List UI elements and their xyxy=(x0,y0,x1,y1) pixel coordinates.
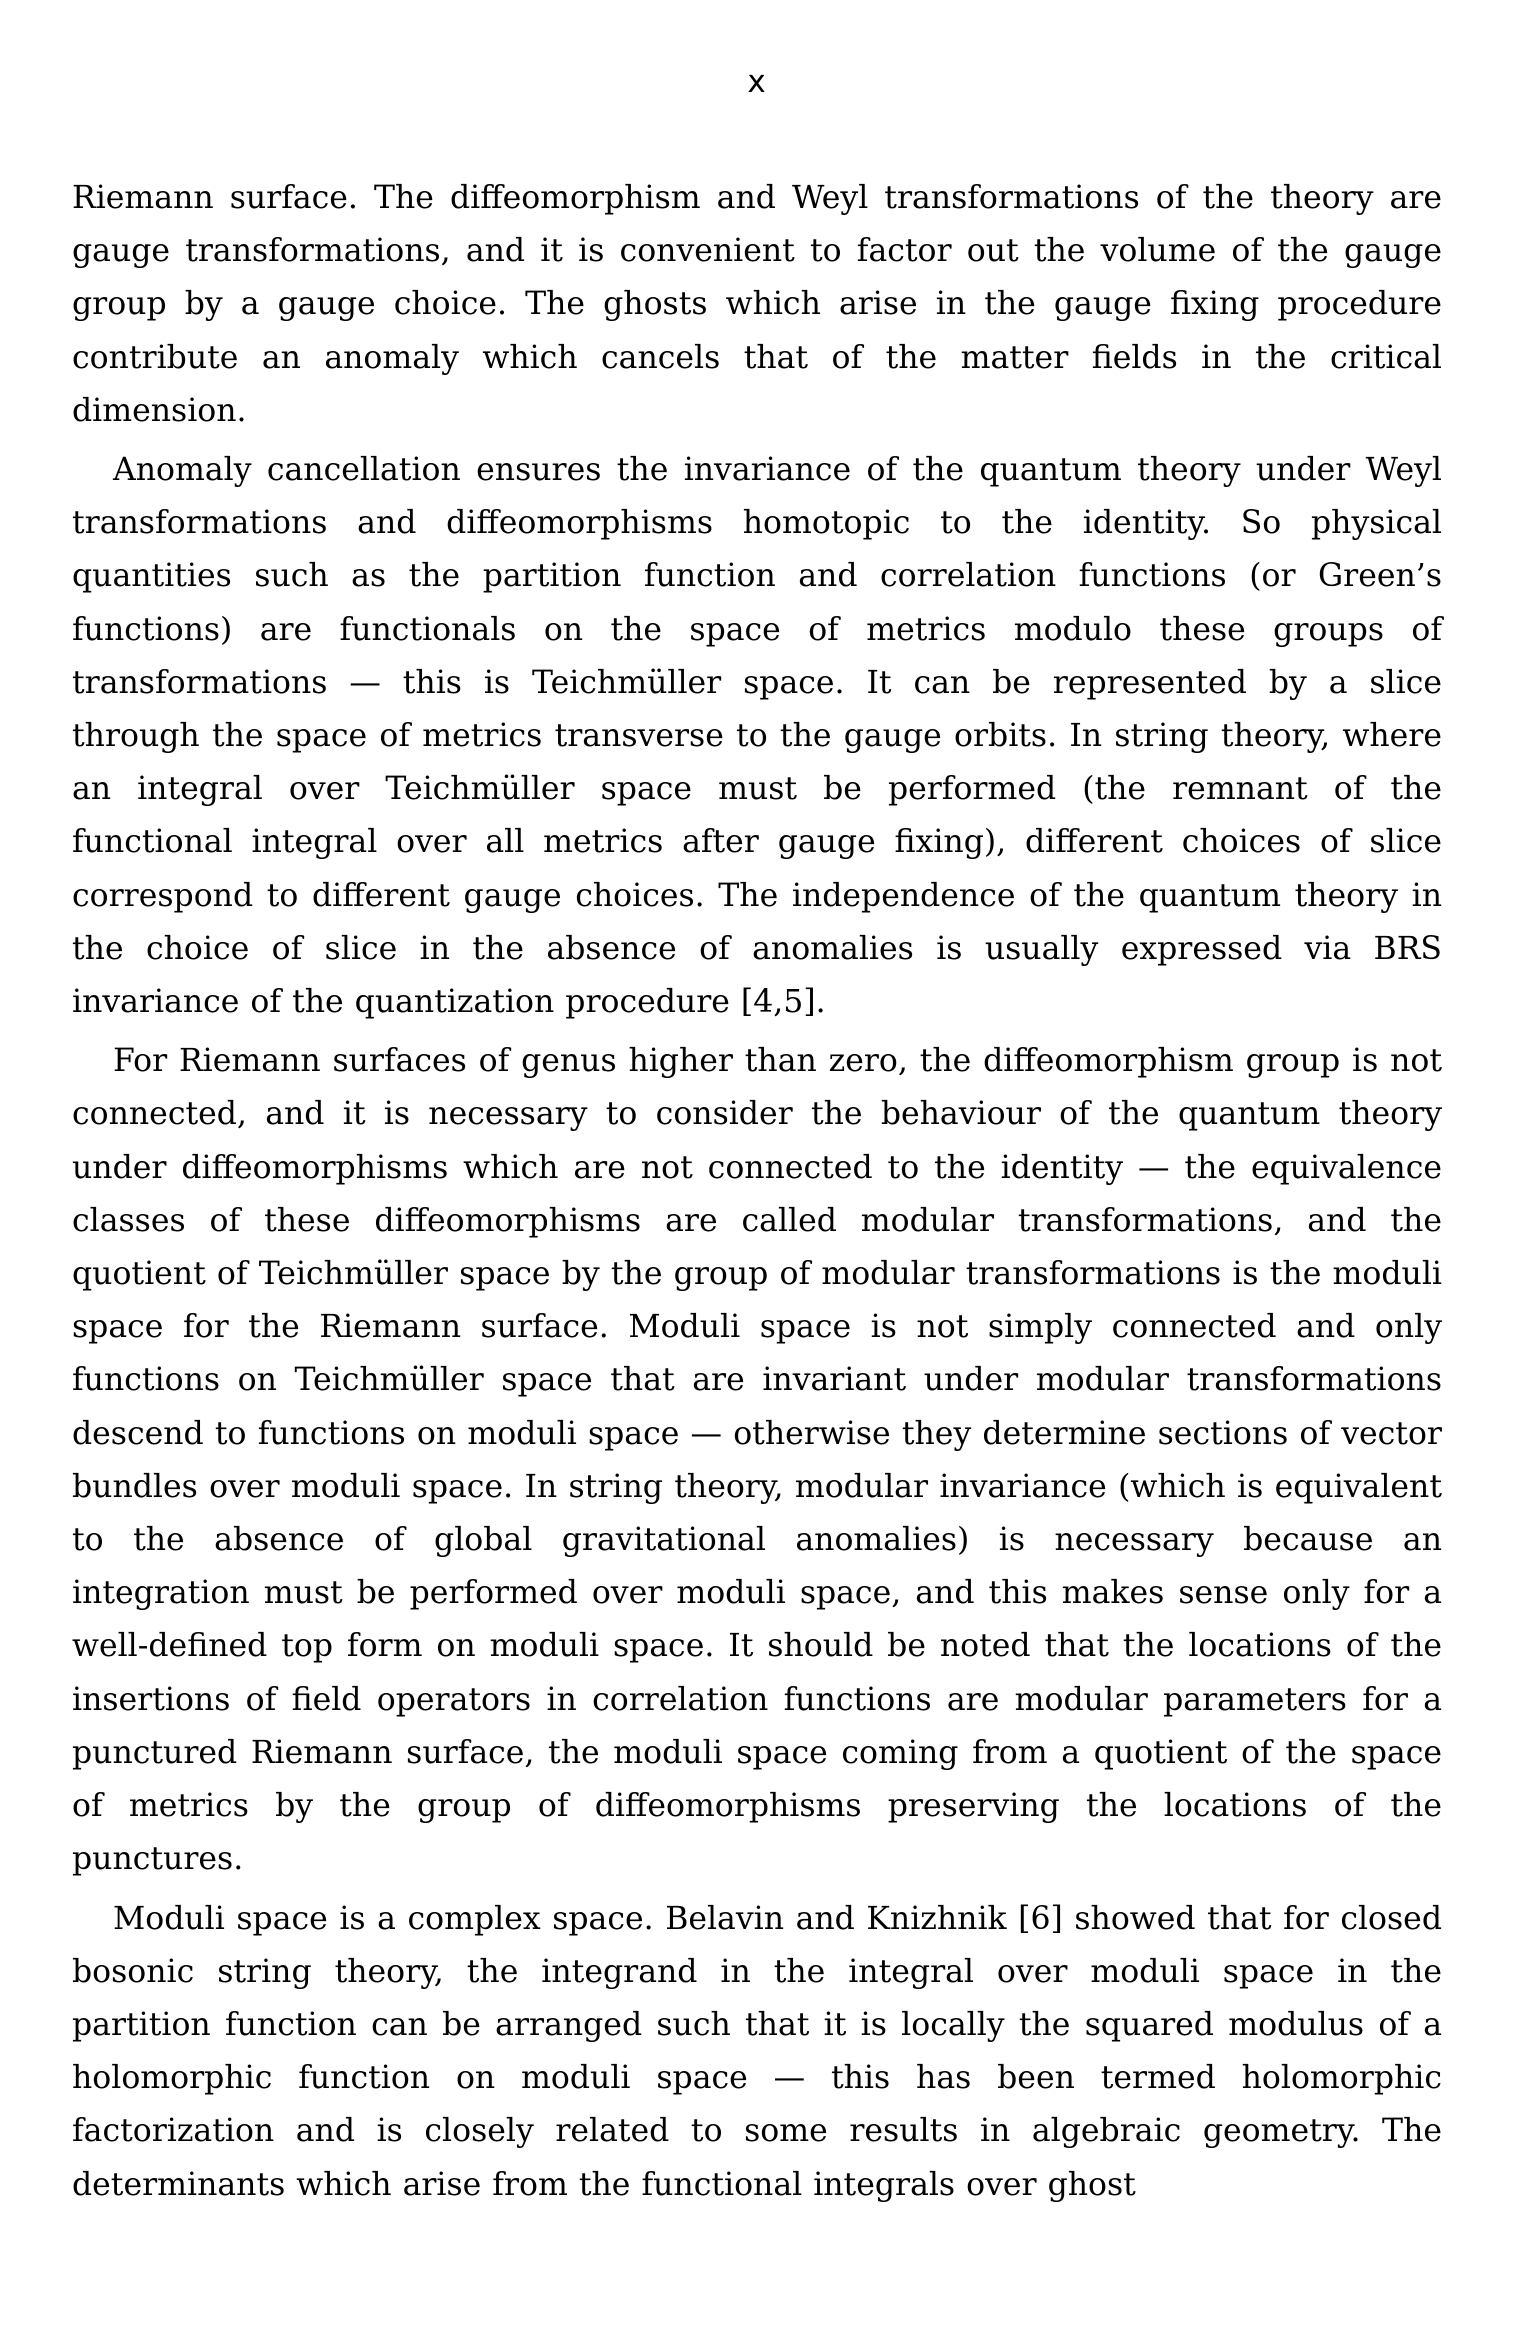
paragraph-4: Moduli space is a complex space. Belavin and Knizhnik [6] showed that for closed bosonic string theory, the integrand in the integral over moduli space in the partition function can be arranged such that it is locally the squared modulus of a holomorphic function on moduli space — this has been termed holomorphic factorization and is closely related to some results in algebraic geometry. The determinants which arise from the functional integrals over ghost xyxy=(72,1900,1442,2203)
paragraph-1: Riemann surface. The diffeomorphism and Weyl transformations of the theory are gauge transformations, and it is convenient to factor out the volume of the gauge group by a gauge choice. The ghosts which arise in the gauge fixing procedure contribute an anomaly which cancels that of the matter fields in the critical dimension. xyxy=(72,180,1442,429)
body-text xyxy=(72,172,1442,2212)
page-number: x xyxy=(747,64,766,100)
paragraph-3: For Riemann surfaces of genus higher than zero, the diffeomorphism group is not connected, and it is necessary to consider the behaviour of the quantum theory under diffeomorphisms which are not connected to the identity — the equivalence classes of these diffeomorphisms are called modular transformations, and the quotient of Teichmüller space by the group of modular transformations is the moduli space for the Riemann surface. Moduli space is not simply connected and only functions on Teichmüller space that are invariant under modular transformations descend to functions on moduli space — otherwise they determine sections of vector bundles over moduli space. In string theory, modular invariance (which is equivalent to the absence of global gravitational anomalies) is necessary because an integration must be performed over moduli space, and this makes sense only for a well-defined top form on moduli space. It should be noted that the locations of the insertions of field operators in correlation functions are modular parameters for a punctured Riemann surface, the moduli space coming from a quotient of the space of metrics by the group of diffeomorphisms preserving the locations of the punctures. xyxy=(72,1043,1442,1878)
paragraph-2: Anomaly cancellation ensures the invariance of the quantum theory under Weyl transformations and diffeomorphisms homotopic to the identity. So physical quantities such as the partition function and correlation functions (or Green’s functions) are functionals on the space of metrics modulo these groups of transformations — this is Teichmüller space. It can be represented by a slice through the space of metrics transverse to the gauge orbits. In string theory, where an integral over Teichmüller space must be performed (the remnant of the functional integral over all metrics after gauge fixing), different choices of slice correspond to different gauge choices. The independence of the quantum theory in the choice of slice in the absence of anomalies is usually expressed via BRS invariance of the quantization procedure [4,5]. xyxy=(72,452,1442,1021)
